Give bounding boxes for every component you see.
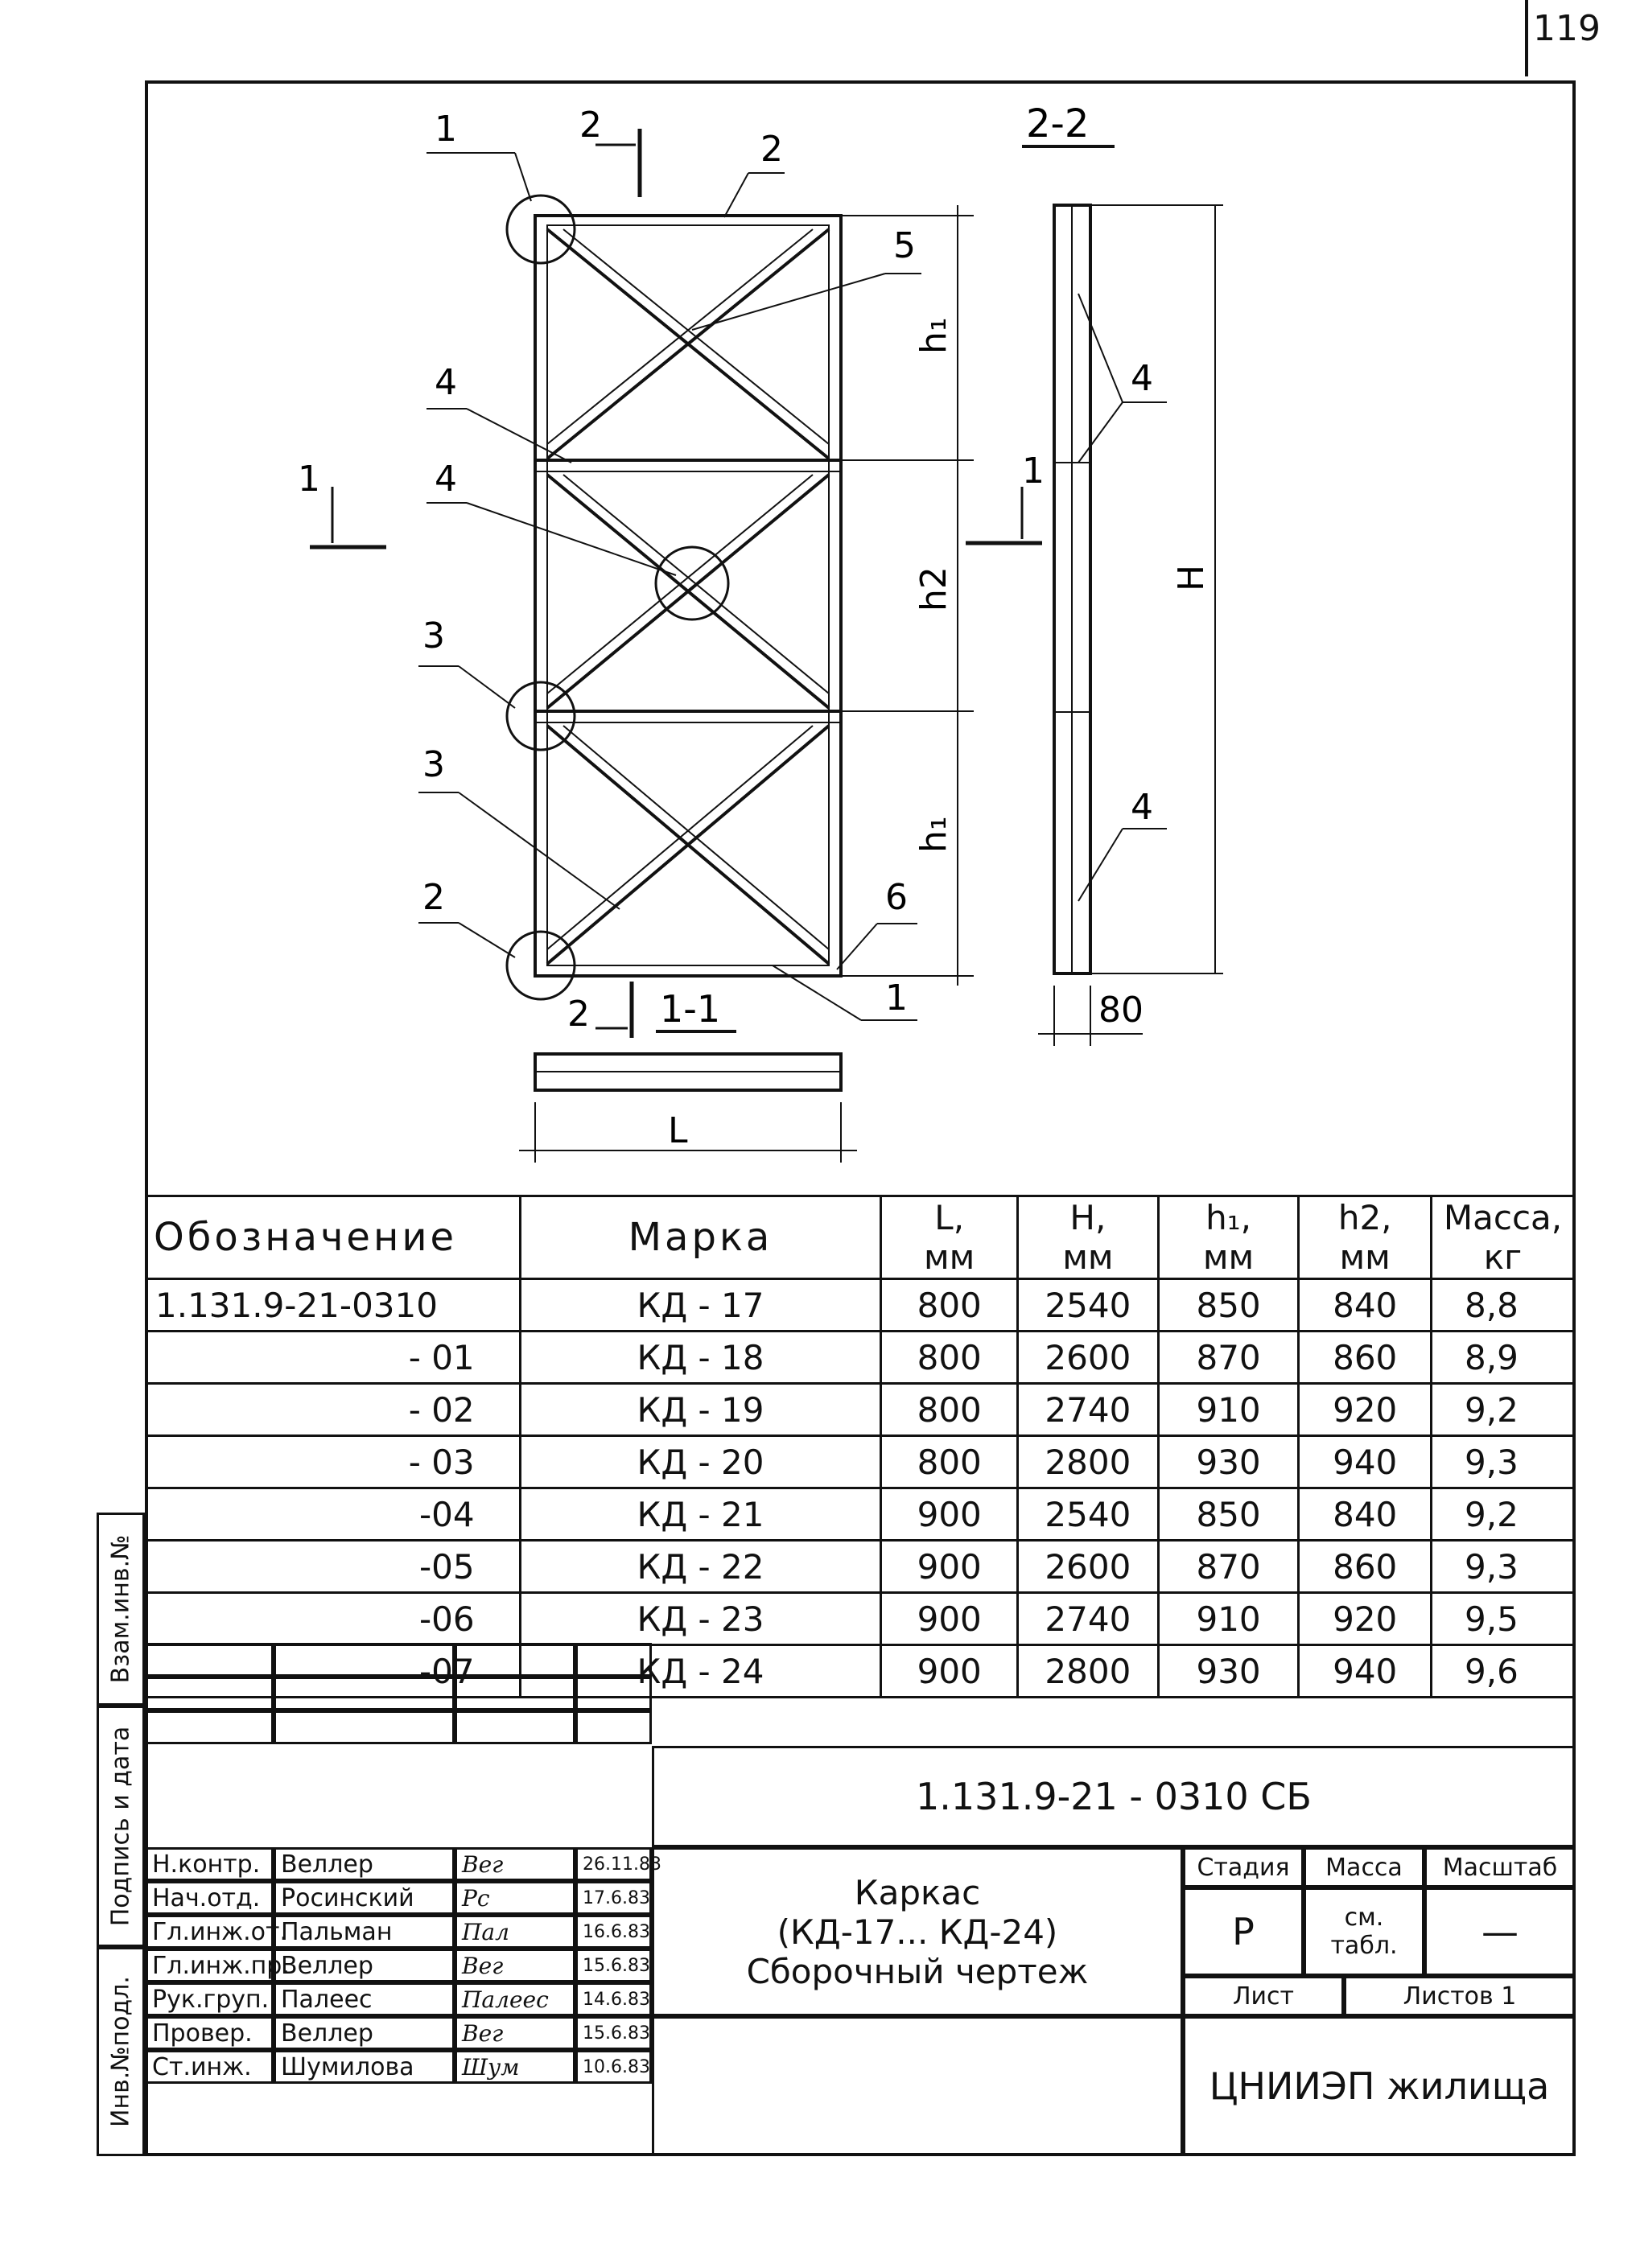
- tb-empty: [274, 1677, 455, 1710]
- header-H: H, мм: [1018, 1196, 1159, 1279]
- header-designation: Обозначение: [146, 1196, 521, 1279]
- cell-code: - 01: [146, 1332, 521, 1384]
- signature-date: 17.6.83: [575, 1881, 652, 1915]
- cell-h2: 860: [1299, 1332, 1432, 1384]
- signature-sign: Вег: [455, 1847, 575, 1881]
- signature-date: 26.11.83: [575, 1847, 652, 1881]
- signature-name: Веллер: [274, 1847, 455, 1881]
- header-h2: h2, мм: [1299, 1196, 1432, 1279]
- title-title-line1: Каркас: [854, 1872, 981, 1912]
- cell-h1: 870: [1158, 1541, 1299, 1593]
- header-mass: Масса, кг: [1432, 1196, 1575, 1279]
- side-label-inventory: Инв.№подл.: [97, 1947, 145, 2156]
- cell-h1: 850: [1158, 1279, 1299, 1332]
- cell-H: 2740: [1018, 1384, 1159, 1436]
- signature-date: 16.6.83: [575, 1915, 652, 1949]
- cell-h2: 920: [1299, 1384, 1432, 1436]
- signature-role: Гл.инж.пр.: [145, 1949, 274, 1982]
- cell-h1: 910: [1158, 1384, 1299, 1436]
- signature-sign: Пал: [455, 1915, 575, 1949]
- cell-h1: 930: [1158, 1436, 1299, 1488]
- section-mark-1-right: 1: [1022, 451, 1045, 492]
- cell-L: 900: [881, 1593, 1018, 1645]
- cell-mark: КД - 24: [520, 1645, 881, 1698]
- tb-empty: [145, 1643, 274, 1677]
- signature-date: 15.6.83: [575, 2016, 652, 2050]
- cell-code: - 02: [146, 1384, 521, 1436]
- cell-mass: 8,8: [1432, 1279, 1575, 1332]
- callout-4-a: 4: [435, 362, 457, 403]
- signature-sign: Вег: [455, 1949, 575, 1982]
- cell-mass: 9,2: [1432, 1384, 1575, 1436]
- cell-L: 900: [881, 1541, 1018, 1593]
- cell-L: 800: [881, 1384, 1018, 1436]
- cell-H: 2540: [1018, 1488, 1159, 1541]
- cell-mass: 8,9: [1432, 1332, 1575, 1384]
- cell-H: 2600: [1018, 1332, 1159, 1384]
- table-header-row: [146, 1196, 1575, 1279]
- cell-code: -04: [146, 1488, 521, 1541]
- signature-role: Ст.инж.: [145, 2050, 274, 2084]
- signature-date: 10.6.83: [575, 2050, 652, 2084]
- cell-H: 2600: [1018, 1541, 1159, 1593]
- doc-code: 1.131.9-21 - 0310 СБ: [652, 1746, 1576, 1847]
- cell-code: -07: [146, 1645, 521, 1698]
- signature-name: Росинский: [274, 1881, 455, 1915]
- sheet-label: Лист: [1183, 1976, 1344, 2016]
- section-mark-1-left: 1: [298, 459, 320, 500]
- signature-name: Пальман: [274, 1915, 455, 1949]
- cell-mark: КД - 21: [520, 1488, 881, 1541]
- callout-3-b: 3: [422, 744, 445, 785]
- table-row: [146, 1332, 1575, 1384]
- cell-h2: 940: [1299, 1645, 1432, 1698]
- signature-role: Н.контр.: [145, 1847, 274, 1881]
- dim-80: 80: [1098, 990, 1144, 1031]
- cell-h2: 860: [1299, 1541, 1432, 1593]
- specification-table: [145, 1195, 1576, 1698]
- callout-3-a: 3: [422, 615, 445, 657]
- stage-value: Р: [1183, 1887, 1304, 1976]
- cell-h2: 920: [1299, 1593, 1432, 1645]
- dim-H: H: [1171, 564, 1212, 591]
- header-mark: Марка: [520, 1196, 881, 1279]
- cell-mark: КД - 20: [520, 1436, 881, 1488]
- signature-name: Палеес: [274, 1982, 455, 2016]
- cell-h2: 840: [1299, 1279, 1432, 1332]
- organization: ЦНИИЭП жилища: [1183, 2016, 1576, 2156]
- signature-name: Веллер: [274, 1949, 455, 1982]
- cell-H: 2800: [1018, 1645, 1159, 1698]
- table-row: [146, 1436, 1575, 1488]
- dim-h1-top: h₁: [913, 317, 954, 354]
- callout-4-side: 4: [1131, 358, 1153, 399]
- signature-date: 15.6.83: [575, 1949, 652, 1982]
- cell-mass: 9,3: [1432, 1436, 1575, 1488]
- cell-code: 1.131.9-21-0310: [146, 1279, 521, 1332]
- title-title-line2: (КД-17... КД-24): [777, 1912, 1058, 1952]
- callout-4-b: 4: [435, 459, 457, 500]
- callout-1-top: 1: [435, 109, 457, 150]
- tb-empty: [145, 1710, 274, 1744]
- cell-L: 900: [881, 1645, 1018, 1698]
- cell-mark: КД - 17: [520, 1279, 881, 1332]
- signature-sign: Палеес: [455, 1982, 575, 2016]
- signature-name: Веллер: [274, 2016, 455, 2050]
- cell-h1: 930: [1158, 1645, 1299, 1698]
- dim-L: L: [668, 1110, 688, 1151]
- signature-role: Рук.груп.: [145, 1982, 274, 2016]
- signature-sign: Вег: [455, 2016, 575, 2050]
- cell-H: 2540: [1018, 1279, 1159, 1332]
- table-row: [146, 1488, 1575, 1541]
- cell-H: 2800: [1018, 1436, 1159, 1488]
- cell-code: - 03: [146, 1436, 521, 1488]
- cell-h1: 870: [1158, 1332, 1299, 1384]
- header-L: L, мм: [881, 1196, 1018, 1279]
- callout-1-bottom: 1: [885, 978, 908, 1019]
- section-title-1-1: 1-1: [660, 987, 721, 1031]
- signature-name: Шумилова: [274, 2050, 455, 2084]
- stage-label: Стадия: [1183, 1847, 1304, 1887]
- side-view-2-2: [1038, 205, 1223, 1046]
- tb-empty: [575, 1677, 652, 1710]
- page-number: 119: [1533, 8, 1601, 49]
- callout-2: 2: [760, 129, 783, 170]
- callout-2-bottom: 2: [422, 877, 445, 918]
- header-h1: h₁, мм: [1158, 1196, 1299, 1279]
- mass-mass-value_1: см.: [1344, 1904, 1384, 1932]
- tb-empty: [274, 1643, 455, 1677]
- mass-mass-value_2: табл.: [1330, 1932, 1398, 1960]
- cell-code: -06: [146, 1593, 521, 1645]
- signature-role: Гл.инж.от.: [145, 1915, 274, 1949]
- signature-sign: Рс: [455, 1881, 575, 1915]
- cell-mass: 9,2: [1432, 1488, 1575, 1541]
- cell-L: 800: [881, 1436, 1018, 1488]
- table-row: [146, 1279, 1575, 1332]
- scale-value: —: [1424, 1887, 1576, 1976]
- cell-h2: 840: [1299, 1488, 1432, 1541]
- table-row: [146, 1541, 1575, 1593]
- tb-empty: [455, 1643, 575, 1677]
- cell-code: -05: [146, 1541, 521, 1593]
- table-row: [146, 1593, 1575, 1645]
- cell-L: 800: [881, 1279, 1018, 1332]
- tb-empty: [575, 1643, 652, 1677]
- tb-empty: [455, 1677, 575, 1710]
- section-mark-2-bottom: 2: [567, 994, 590, 1035]
- dim-h2: h2: [913, 566, 954, 611]
- mass-value: [1304, 1887, 1424, 1976]
- cell-L: 800: [881, 1332, 1018, 1384]
- tb-empty: [455, 1710, 575, 1744]
- callout-4-side-bottom: 4: [1131, 787, 1153, 828]
- signature-date: 14.6.83: [575, 1982, 652, 2016]
- sheets-label: Листов 1: [1344, 1976, 1576, 2016]
- signature-sign: Шум: [455, 2050, 575, 2084]
- callout-6: 6: [885, 877, 908, 918]
- cell-mark: КД - 22: [520, 1541, 881, 1593]
- cell-mark: КД - 23: [520, 1593, 881, 1645]
- cell-mark: КД - 18: [520, 1332, 881, 1384]
- cell-h1: 910: [1158, 1593, 1299, 1645]
- callout-5: 5: [893, 225, 916, 266]
- tb-empty: [274, 1710, 455, 1744]
- mass-label: Масса: [1304, 1847, 1424, 1887]
- cell-mark: КД - 19: [520, 1384, 881, 1436]
- frame-elevation: [507, 196, 841, 999]
- section-title-2-2: 2-2: [1026, 101, 1090, 146]
- cell-h2: 940: [1299, 1436, 1432, 1488]
- dim-h1-bottom: h₁: [913, 816, 954, 853]
- drawing-title: [652, 1847, 1183, 2016]
- signature-role: Нач.отд.: [145, 1881, 274, 1915]
- cell-mass: 9,5: [1432, 1593, 1575, 1645]
- cell-H: 2740: [1018, 1593, 1159, 1645]
- tb-empty: [145, 1677, 274, 1710]
- title-title-line3: Сборочный чертеж: [746, 1951, 1089, 1991]
- tb-empty: [575, 1710, 652, 1744]
- table-row: [146, 1384, 1575, 1436]
- scale-label: Масштаб: [1424, 1847, 1576, 1887]
- cell-h1: 850: [1158, 1488, 1299, 1541]
- signature-role: Провер.: [145, 2016, 274, 2050]
- side-label-replacement: Взам.инв.№: [97, 1513, 145, 1706]
- title-empty: [652, 2016, 1183, 2156]
- cell-mass: 9,3: [1432, 1541, 1575, 1593]
- side-label-signature: Подпись и дата: [97, 1706, 145, 1947]
- cell-mass: 9,6: [1432, 1645, 1575, 1698]
- section-mark-2-top: 2: [579, 105, 602, 146]
- cell-L: 900: [881, 1488, 1018, 1541]
